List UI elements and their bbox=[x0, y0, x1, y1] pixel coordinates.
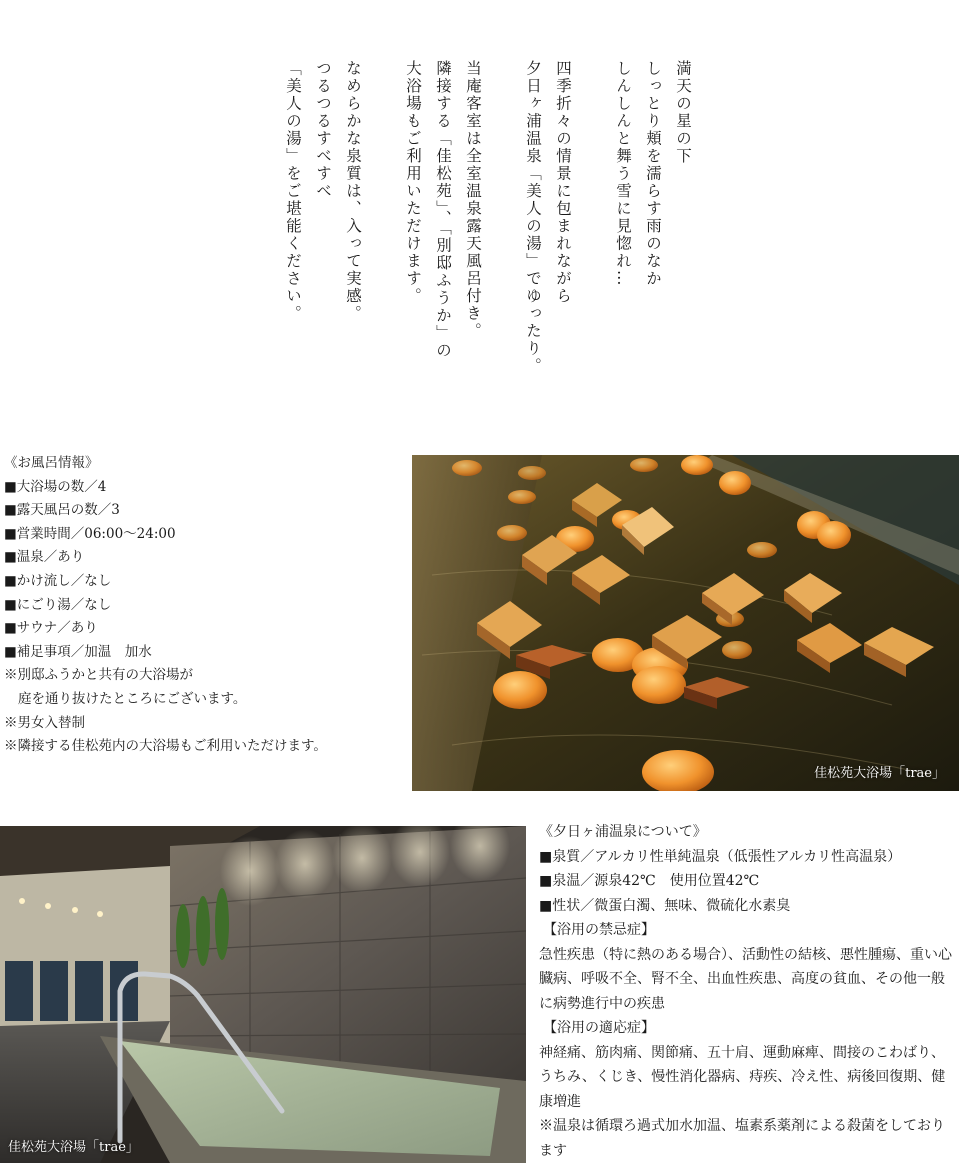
onsen-info-item: ■性状／微蛋白濁、無味、微硫化水素臭 bbox=[539, 897, 791, 914]
photo-indoor-bath bbox=[0, 826, 526, 1163]
bath-info-note: ※別邸ふうかと共有の大浴場が bbox=[4, 667, 193, 684]
indications-heading: 【浴用の適応症】 bbox=[543, 1020, 655, 1036]
onsen-info-item: ■泉温／源泉42℃ 使用位置42℃ bbox=[539, 873, 760, 889]
poem-line: 「美人の湯」をご堪能ください。 bbox=[284, 60, 302, 323]
bath-info-item: ■かけ流し／なし bbox=[4, 572, 112, 589]
bath-info-item: ■にごり湯／なし bbox=[4, 596, 112, 613]
poem-line: なめらかな泉質は、入って実感。 bbox=[344, 60, 362, 323]
poem-line: しんしんと舞う雪に見惚れ… bbox=[614, 60, 632, 288]
poem-stanza-gap bbox=[578, 60, 608, 400]
contraindications-heading: 【浴用の禁忌症】 bbox=[543, 922, 655, 938]
poem-line: 夕日ヶ浦温泉「美人の湯」でゆったり。 bbox=[524, 60, 542, 375]
poem-line: しっとり頬を濡らす雨のなか bbox=[644, 60, 662, 288]
poem-line: 大浴場もご利用いただけます。 bbox=[404, 60, 422, 305]
poem-stanza-gap bbox=[488, 60, 518, 400]
bath-info-item: ■温泉／あり bbox=[4, 549, 85, 566]
photo-floating-wood-bath bbox=[412, 455, 959, 791]
poem-line: 四季折々の情景に包まれながら bbox=[554, 60, 572, 305]
bath-info-note: ※男女入替制 bbox=[4, 714, 85, 731]
indoor-bath-image bbox=[0, 826, 526, 1163]
poem-line: 隣接する「佳松苑」、「別邸ふうか」の bbox=[434, 60, 452, 360]
bath-info-item: ■サウナ／あり bbox=[4, 620, 98, 637]
bath-info-item: ■営業時間／06:00～24:00 bbox=[4, 525, 176, 542]
poem-line: 当庵客室は全室温泉露天風呂付き。 bbox=[464, 60, 482, 340]
contraindications-text: 急性疾患（特に熱のある場合）、活動性の結核、悪性腫瘍、重い心臓病、呼吸不全、腎不全、出血性疾患、高度の貧血、その他一般に病勢進行中の疾患 bbox=[539, 946, 952, 1012]
photo-bath-caption: 佳松苑大浴場「trae」 bbox=[8, 1140, 139, 1155]
bath-info-heading: 《お風呂情報》 bbox=[4, 455, 99, 471]
intro-poem bbox=[278, 60, 698, 400]
indications-text: 神経痛、筋肉痛、関節痛、五十肩、運動麻痺、間接のこわばり、うちみ、くじき、慢性消化器病、痔疾、冷え性、病後回復期、健康増進 bbox=[539, 1044, 946, 1110]
bath-info-note: 庭を通り抜けたところにございます。 bbox=[18, 690, 247, 707]
bath-info-item: ■露天風呂の数／3 bbox=[4, 502, 120, 519]
bath-info-item: ■補足事項／加温 加水 bbox=[4, 643, 152, 660]
bath-info-note: ※隣接する佳松苑内の大浴場もご利用いただけます。 bbox=[4, 738, 327, 755]
bath-info-item: ■大浴場の数／4 bbox=[4, 478, 107, 495]
photo-floating-caption: 佳松苑大浴場「trae」 bbox=[814, 766, 945, 781]
onsen-info bbox=[539, 820, 955, 1163]
onsen-note: ※温泉は循環ろ過式加水加温、塩素系薬剤による殺菌をしております bbox=[539, 1118, 945, 1159]
poem-line: つるつるすべすべ bbox=[314, 60, 332, 200]
poem-line: 満天の星の下 bbox=[674, 60, 692, 165]
onsen-info-heading: 《夕日ヶ浦温泉について》 bbox=[539, 824, 707, 840]
onsen-info-item: ■泉質／アルカリ性単純温泉（低張性アルカリ性高温泉） bbox=[539, 848, 902, 865]
bath-info bbox=[4, 452, 327, 759]
floating-wood-image bbox=[412, 455, 959, 791]
poem-stanza-gap bbox=[368, 60, 398, 400]
